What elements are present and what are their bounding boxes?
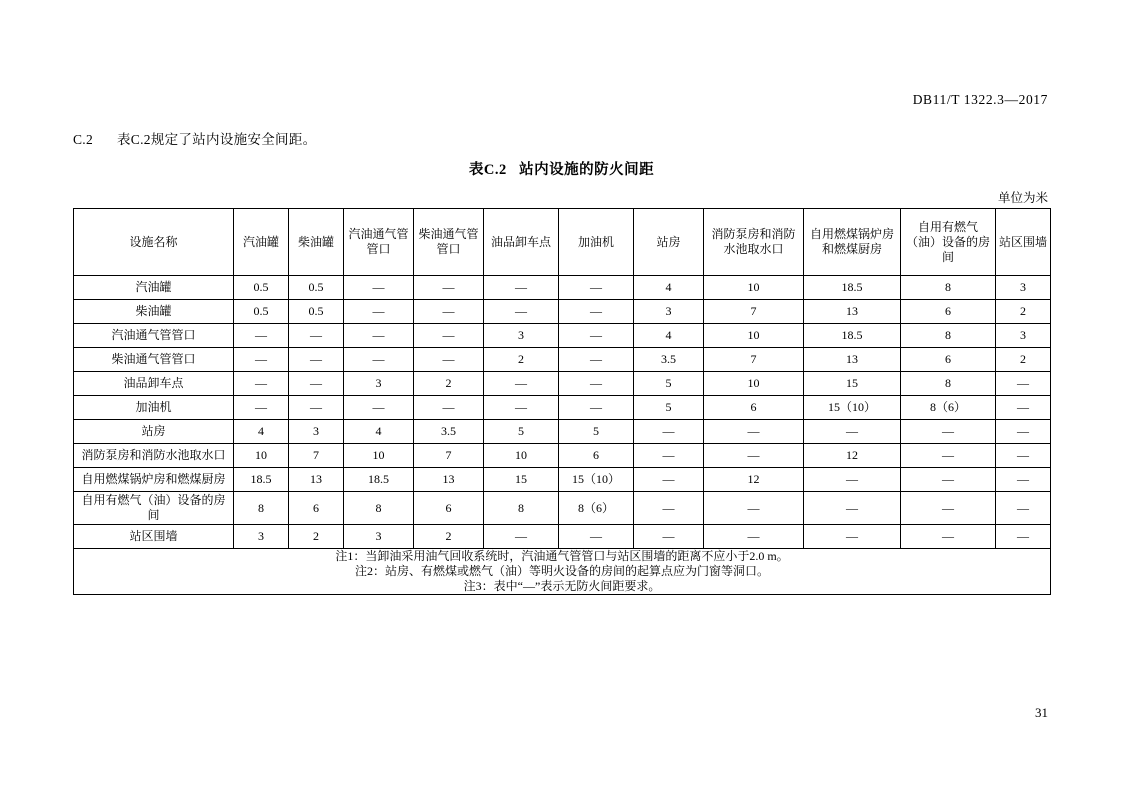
- cell: —: [559, 300, 634, 324]
- cell: 8: [901, 372, 996, 396]
- cell: —: [484, 525, 559, 549]
- column-header-8: 消防泵房和消防水池取水口: [704, 209, 804, 276]
- cell: 0.5: [289, 300, 344, 324]
- cell: —: [344, 396, 414, 420]
- cell: 15: [484, 468, 559, 492]
- row-header: 汽油通气管管口: [74, 324, 234, 348]
- table-row: [74, 468, 1051, 492]
- cell: —: [704, 420, 804, 444]
- row-header: 柴油通气管管口: [74, 348, 234, 372]
- cell: 6: [901, 300, 996, 324]
- cell: 2: [414, 372, 484, 396]
- cell: —: [414, 324, 484, 348]
- cell: 8: [344, 492, 414, 525]
- note-label-2: 注2：: [354, 564, 385, 578]
- table-row: [74, 492, 1051, 525]
- cell: 2: [414, 525, 484, 549]
- cell: 10: [704, 372, 804, 396]
- cell: 10: [704, 324, 804, 348]
- note-label-1: 注1：: [335, 549, 366, 563]
- table-row: [74, 324, 1051, 348]
- note-label-3: 注3：: [463, 579, 494, 593]
- cell: —: [996, 468, 1051, 492]
- cell: —: [634, 420, 704, 444]
- note-line-3: [74, 579, 1050, 594]
- cell: 7: [704, 300, 804, 324]
- cell: —: [559, 348, 634, 372]
- column-header-5: 油品卸车点: [484, 209, 559, 276]
- cell: —: [234, 372, 289, 396]
- cell: 3: [484, 324, 559, 348]
- cell: 13: [414, 468, 484, 492]
- clause-paragraph: [73, 128, 316, 148]
- row-header: 消防泵房和消防水池取水口: [74, 444, 234, 468]
- note-line-1: [74, 549, 1050, 564]
- note-text-2: 站房、有燃煤或燃气（油）等明火设备的房间的起算点应为门窗等洞口。: [385, 564, 770, 578]
- cell: 10: [344, 444, 414, 468]
- column-header-11: 站区围墙: [996, 209, 1051, 276]
- cell: 2: [996, 348, 1051, 372]
- cell: —: [901, 492, 996, 525]
- cell: 7: [704, 348, 804, 372]
- cell: 0.5: [234, 276, 289, 300]
- row-header: 站房: [74, 420, 234, 444]
- table-header-row: [74, 209, 1051, 276]
- table-row: [74, 525, 1051, 549]
- cell: 4: [634, 276, 704, 300]
- standard-code-header: DB11/T 1322.3—2017: [912, 92, 1048, 107]
- cell: 12: [804, 444, 901, 468]
- cell: —: [484, 372, 559, 396]
- table-row: [74, 348, 1051, 372]
- cell: 3: [634, 300, 704, 324]
- column-header-0: 设施名称: [74, 209, 234, 276]
- cell: 18.5: [344, 468, 414, 492]
- cell: —: [901, 444, 996, 468]
- row-header: 油品卸车点: [74, 372, 234, 396]
- cell: 3.5: [414, 420, 484, 444]
- cell: 2: [484, 348, 559, 372]
- cell: 3: [344, 372, 414, 396]
- column-header-2: 柴油罐: [289, 209, 344, 276]
- column-header-6: 加油机: [559, 209, 634, 276]
- cell: 13: [804, 348, 901, 372]
- cell: —: [484, 276, 559, 300]
- cell: —: [234, 348, 289, 372]
- cell: —: [804, 492, 901, 525]
- cell: —: [901, 525, 996, 549]
- table-caption: [0, 158, 1123, 179]
- cell: —: [344, 348, 414, 372]
- table-header: [74, 209, 1051, 276]
- note-line-2: [74, 564, 1050, 579]
- cell: 3: [996, 276, 1051, 300]
- cell: —: [996, 492, 1051, 525]
- row-header: 自用有燃气（油）设备的房间: [74, 492, 234, 525]
- table-caption-text: 站内设施的防火间距: [519, 162, 655, 178]
- cell: —: [414, 396, 484, 420]
- cell: 13: [804, 300, 901, 324]
- cell: 2: [996, 300, 1051, 324]
- cell: —: [634, 468, 704, 492]
- cell: 18.5: [804, 324, 901, 348]
- cell: 8: [901, 324, 996, 348]
- cell: —: [289, 372, 344, 396]
- table-row: [74, 300, 1051, 324]
- table-row: [74, 444, 1051, 468]
- cell: —: [414, 348, 484, 372]
- cell: —: [634, 444, 704, 468]
- cell: 10: [234, 444, 289, 468]
- cell: 6: [901, 348, 996, 372]
- cell: —: [559, 324, 634, 348]
- cell: —: [996, 444, 1051, 468]
- cell: 5: [484, 420, 559, 444]
- cell: —: [484, 300, 559, 324]
- cell: 3: [234, 525, 289, 549]
- cell: —: [704, 525, 804, 549]
- cell: 3: [289, 420, 344, 444]
- table-row: [74, 276, 1051, 300]
- fire-distance-table: [73, 208, 1051, 595]
- cell: —: [344, 324, 414, 348]
- cell: —: [289, 348, 344, 372]
- table-caption-number: 表C.2: [468, 162, 507, 178]
- cell: 7: [289, 444, 344, 468]
- row-header: 站区围墙: [74, 525, 234, 549]
- column-header-4: 柴油通气管管口: [414, 209, 484, 276]
- cell: —: [344, 300, 414, 324]
- cell: —: [804, 468, 901, 492]
- row-header: 汽油罐: [74, 276, 234, 300]
- clause-text: 表C.2规定了站内设施安全间距。: [117, 132, 317, 147]
- cell: 2: [289, 525, 344, 549]
- cell: 8（6）: [559, 492, 634, 525]
- cell: 5: [634, 396, 704, 420]
- table-row: [74, 396, 1051, 420]
- unit-note: 单位为米: [997, 191, 1048, 205]
- cell: —: [414, 300, 484, 324]
- table-body: [74, 276, 1051, 595]
- cell: 3: [996, 324, 1051, 348]
- cell: 3.5: [634, 348, 704, 372]
- cell: —: [414, 276, 484, 300]
- cell: —: [704, 492, 804, 525]
- cell: —: [344, 276, 414, 300]
- cell: 6: [704, 396, 804, 420]
- table-container: [73, 208, 1050, 595]
- cell: —: [804, 420, 901, 444]
- cell: 4: [234, 420, 289, 444]
- cell: —: [559, 525, 634, 549]
- cell: 12: [704, 468, 804, 492]
- cell: 4: [634, 324, 704, 348]
- cell: 18.5: [804, 276, 901, 300]
- cell: 7: [414, 444, 484, 468]
- cell: —: [234, 324, 289, 348]
- cell: 6: [559, 444, 634, 468]
- cell: 10: [704, 276, 804, 300]
- cell: —: [634, 492, 704, 525]
- cell: —: [289, 324, 344, 348]
- column-header-9: 自用燃煤锅炉房和燃煤厨房: [804, 209, 901, 276]
- cell: 15（10）: [804, 396, 901, 420]
- cell: —: [996, 420, 1051, 444]
- cell: —: [559, 276, 634, 300]
- cell: —: [901, 420, 996, 444]
- cell: —: [559, 396, 634, 420]
- note-text-3: 表中“—”表示无防火间距要求。: [493, 579, 661, 593]
- clause-number: C.2: [73, 132, 94, 147]
- cell: —: [559, 372, 634, 396]
- cell: 5: [634, 372, 704, 396]
- cell: 6: [414, 492, 484, 525]
- cell: 8（6）: [901, 396, 996, 420]
- cell: 6: [289, 492, 344, 525]
- cell: 13: [289, 468, 344, 492]
- cell: 15: [804, 372, 901, 396]
- cell: 8: [484, 492, 559, 525]
- cell: 15（10）: [559, 468, 634, 492]
- page-number: 31: [1035, 705, 1048, 720]
- cell: 18.5: [234, 468, 289, 492]
- cell: —: [804, 525, 901, 549]
- table-row: [74, 372, 1051, 396]
- cell: —: [996, 396, 1051, 420]
- cell: —: [996, 525, 1051, 549]
- cell: 5: [559, 420, 634, 444]
- column-header-3: 汽油通气管管口: [344, 209, 414, 276]
- cell: 8: [234, 492, 289, 525]
- cell: 0.5: [289, 276, 344, 300]
- cell: 3: [344, 525, 414, 549]
- table-notes-row: [74, 549, 1051, 595]
- row-header: 柴油罐: [74, 300, 234, 324]
- cell: —: [289, 396, 344, 420]
- cell: —: [704, 444, 804, 468]
- table-row: [74, 420, 1051, 444]
- cell: —: [484, 396, 559, 420]
- cell: —: [996, 372, 1051, 396]
- row-header: 自用燃煤锅炉房和燃煤厨房: [74, 468, 234, 492]
- table-notes: [74, 549, 1051, 595]
- cell: —: [634, 525, 704, 549]
- cell: 0.5: [234, 300, 289, 324]
- column-header-1: 汽油罐: [234, 209, 289, 276]
- cell: 4: [344, 420, 414, 444]
- column-header-7: 站房: [634, 209, 704, 276]
- note-text-1: 当卸油采用油气回收系统时，汽油通气管管口与站区围墙的距离不应小于2.0 m。: [365, 549, 789, 563]
- cell: 8: [901, 276, 996, 300]
- cell: —: [234, 396, 289, 420]
- column-header-10: 自用有燃气（油）设备的房间: [901, 209, 996, 276]
- cell: —: [901, 468, 996, 492]
- cell: 10: [484, 444, 559, 468]
- row-header: 加油机: [74, 396, 234, 420]
